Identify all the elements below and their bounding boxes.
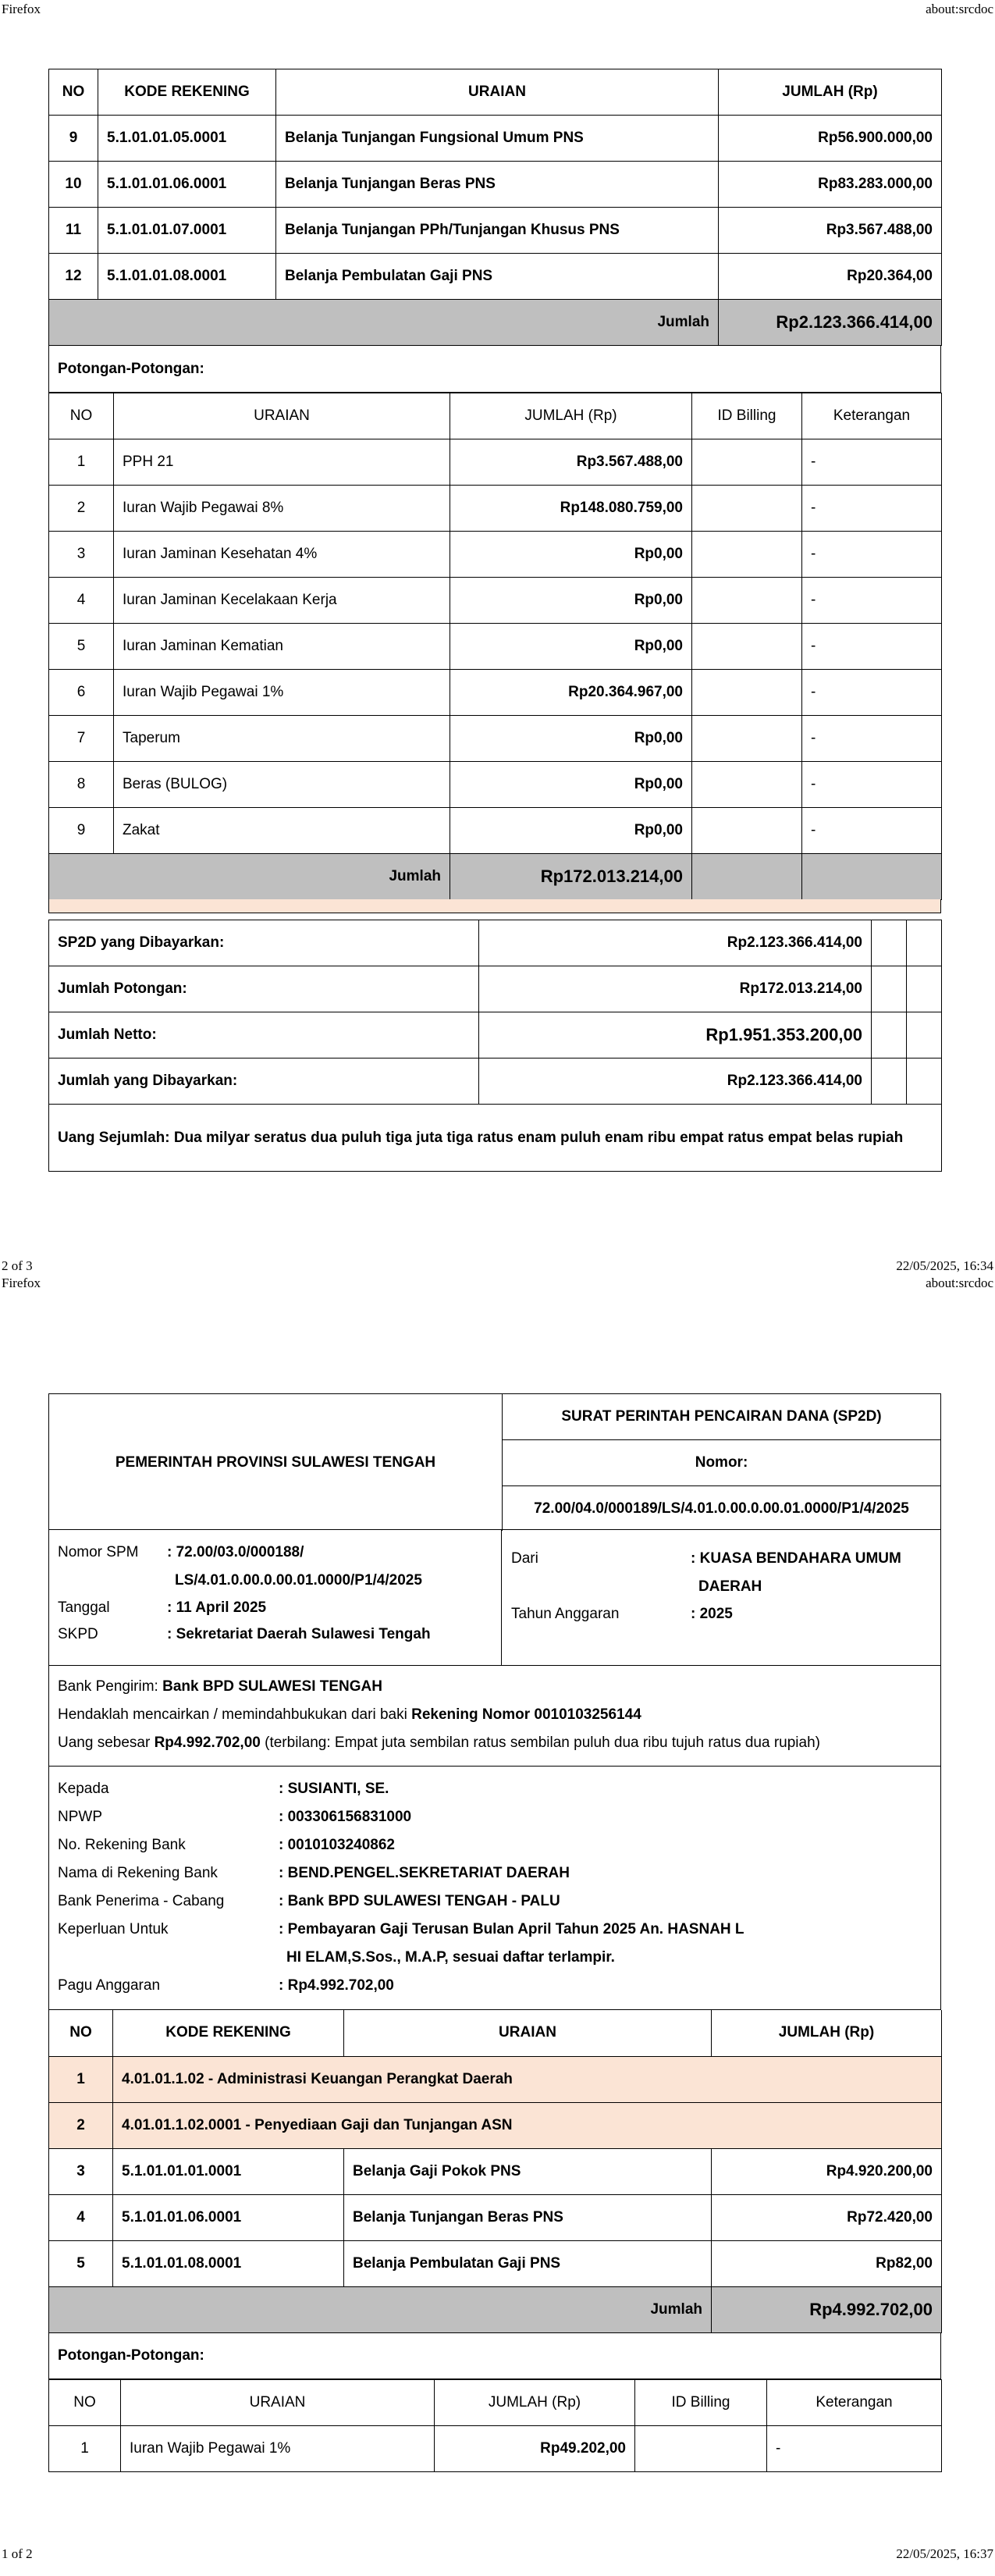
- row-jumlah: Rp49.202,00: [435, 2426, 635, 2472]
- row-keterangan: -: [802, 439, 942, 486]
- table-row: [49, 808, 942, 854]
- row-no: 4: [49, 578, 114, 624]
- bank-penerima-label: Bank Penerima - Cabang: [58, 1893, 225, 1909]
- row-no: 5: [49, 624, 114, 670]
- table-row: [49, 624, 942, 670]
- kepada-value: : SUSIANTI, SE.: [279, 1781, 389, 1797]
- row-billing: [692, 670, 802, 716]
- program-row: [49, 2056, 942, 2102]
- spm-info-left: [49, 1529, 502, 1665]
- summary-value: Rp2.123.366.414,00: [479, 1059, 872, 1105]
- row-keterangan: -: [802, 716, 942, 762]
- norek-value: : 0010103240862: [279, 1837, 395, 1853]
- row-no: 3: [49, 2148, 113, 2194]
- row-no: 6: [49, 670, 114, 716]
- browser-name: Firefox: [2, 1276, 41, 1290]
- page-url: about:srcdoc: [926, 2, 993, 16]
- row-jumlah: Rp4.920.200,00: [712, 2148, 942, 2194]
- browser-name: Firefox: [2, 2, 41, 16]
- summary-row: [49, 1012, 942, 1059]
- table-row: [49, 2426, 942, 2472]
- column-header: ID Billing: [635, 2380, 767, 2426]
- skpd-value: : Sekretariat Daerah Sulawesi Tengah: [167, 1626, 431, 1642]
- row-jumlah: Rp0,00: [450, 578, 692, 624]
- page-count: 1 of 2: [2, 2546, 33, 2561]
- belanja-table: [48, 69, 942, 346]
- potongan-table-2: [48, 2379, 942, 2472]
- total-label: Jumlah: [49, 300, 719, 346]
- column-header: JUMLAH (Rp): [450, 393, 692, 439]
- row-uraian: Belanja Tunjangan Beras PNS: [276, 162, 719, 208]
- row-no: 4: [49, 2194, 113, 2240]
- document-title: SURAT PERINTAH PENCAIRAN DANA (SP2D): [503, 1394, 940, 1440]
- uang-sebesar-value: Rp4.992.702,00: [154, 1735, 261, 1751]
- row-billing: [635, 2426, 767, 2472]
- row-keterangan: -: [802, 670, 942, 716]
- total-row: [49, 2286, 942, 2332]
- summary-value: Rp2.123.366.414,00: [479, 920, 872, 966]
- row-kode: 5.1.01.01.06.0001: [113, 2194, 344, 2240]
- summary-label: Jumlah Potongan:: [49, 966, 479, 1012]
- government-name: PEMERINTAH PROVINSI SULAWESI TENGAH: [49, 1394, 503, 1531]
- row-jumlah: Rp0,00: [450, 624, 692, 670]
- total-value: Rp172.013.214,00: [450, 854, 692, 900]
- row-jumlah: Rp56.900.000,00: [719, 116, 942, 162]
- row-uraian: Iuran Jaminan Kematian: [114, 624, 450, 670]
- summary-row: [49, 966, 942, 1012]
- table-row: [49, 2148, 942, 2194]
- spm-info: [48, 1529, 941, 1666]
- row-jumlah: Rp0,00: [450, 532, 692, 578]
- column-header: KODE REKENING: [113, 2010, 344, 2056]
- table-row: [49, 670, 942, 716]
- row-no: 9: [49, 808, 114, 854]
- penerima-block: [48, 1766, 941, 2010]
- row-uraian: Taperum: [114, 716, 450, 762]
- row-no: 2: [49, 486, 114, 532]
- row-keterangan: -: [802, 624, 942, 670]
- row-jumlah: Rp0,00: [450, 808, 692, 854]
- row-jumlah: Rp82,00: [712, 2240, 942, 2286]
- summary-blank: [907, 966, 942, 1012]
- table-row: [49, 439, 942, 486]
- column-header: ID Billing: [692, 393, 802, 439]
- row-billing: [692, 486, 802, 532]
- column-header: URAIAN: [344, 2010, 712, 2056]
- summary-blank: [872, 920, 907, 966]
- row-uraian: Zakat: [114, 808, 450, 854]
- table-row: [49, 208, 942, 254]
- potongan-title: Potongan-Potongan:: [48, 346, 941, 393]
- tahun-label: Tahun Anggaran: [511, 1606, 620, 1622]
- row-keterangan: -: [802, 486, 942, 532]
- row-keterangan: -: [802, 578, 942, 624]
- row-billing: [692, 716, 802, 762]
- summary-label: Jumlah yang Dibayarkan:: [49, 1059, 479, 1105]
- nomor-spm-value: : 72.00/03.0/000188/: [167, 1544, 304, 1560]
- summary-blank: [872, 1012, 907, 1059]
- tanggal-label: Tanggal: [58, 1599, 110, 1616]
- summary-blank: [907, 1012, 942, 1059]
- row-jumlah: Rp72.420,00: [712, 2194, 942, 2240]
- row-billing: [692, 532, 802, 578]
- pagu-label: Pagu Anggaran: [58, 1977, 161, 1994]
- table-row: [49, 254, 942, 300]
- row-kode: 5.1.01.01.08.0001: [98, 254, 276, 300]
- column-header: KODE REKENING: [98, 69, 276, 116]
- summary-row: [49, 920, 942, 966]
- row-billing: [692, 578, 802, 624]
- row-no: 12: [49, 254, 98, 300]
- table-row: [49, 2240, 942, 2286]
- row-no: 9: [49, 116, 98, 162]
- nomor-spm-label: Nomor SPM: [58, 1544, 139, 1560]
- row-uraian: Belanja Pembulatan Gaji PNS: [344, 2240, 712, 2286]
- table-header-row: [49, 2380, 942, 2426]
- row-no: 5: [49, 2240, 113, 2286]
- row-uraian: PPH 21: [114, 439, 450, 486]
- table-header-row: [49, 393, 942, 439]
- summary-blank: [907, 920, 942, 966]
- row-billing: [692, 624, 802, 670]
- program-text: 4.01.01.1.02 - Administrasi Keuangan Perangkat Daerah: [113, 2056, 942, 2102]
- table-row: [49, 116, 942, 162]
- row-jumlah: Rp20.364,00: [719, 254, 942, 300]
- nomor-spm-value-cont: LS/4.01.0.00.0.00.01.0000/P1/4/2025: [175, 1572, 422, 1589]
- row-kode: 5.1.01.01.08.0001: [113, 2240, 344, 2286]
- norek-label: No. Rekening Bank: [58, 1837, 186, 1853]
- amount-in-words-row: [49, 1105, 942, 1172]
- row-kode: 5.1.01.01.07.0001: [98, 208, 276, 254]
- amount-in-words: Uang Sejumlah: Dua milyar seratus dua puluh tiga juta tiga ratus enam puluh enam ribu empat ratus empat belas rupiah: [49, 1105, 942, 1172]
- sp2d-header: [48, 1393, 941, 1530]
- row-jumlah: Rp148.080.759,00: [450, 486, 692, 532]
- uang-sebesar-label: Uang sebesar: [58, 1735, 151, 1751]
- column-header: JUMLAH (Rp): [712, 2010, 942, 2056]
- row-uraian: Iuran Wajib Pegawai 1%: [121, 2426, 435, 2472]
- spm-info-right: [503, 1529, 940, 1665]
- column-header: NO: [49, 2010, 113, 2056]
- row-keterangan: -: [802, 762, 942, 808]
- row-uraian: Iuran Wajib Pegawai 8%: [114, 486, 450, 532]
- table-row: [49, 2194, 942, 2240]
- column-header: URAIAN: [114, 393, 450, 439]
- table-row: [49, 762, 942, 808]
- column-header: JUMLAH (Rp): [719, 69, 942, 116]
- column-header: JUMLAH (Rp): [435, 2380, 635, 2426]
- summary-table: [48, 920, 942, 1172]
- row-no: 10: [49, 162, 98, 208]
- total-value: Rp2.123.366.414,00: [719, 300, 942, 346]
- row-billing: [692, 762, 802, 808]
- keperluan-value: : Pembayaran Gaji Terusan Bulan April Tahun 2025 An. HASNAH L: [279, 1921, 744, 1937]
- bank-penerima-value: : Bank BPD SULAWESI TENGAH - PALU: [279, 1893, 560, 1909]
- total-row: [49, 854, 942, 900]
- potongan-table: [48, 393, 942, 900]
- row-uraian: Beras (BULOG): [114, 762, 450, 808]
- row-uraian: Iuran Jaminan Kecelakaan Kerja: [114, 578, 450, 624]
- row-no: 1: [49, 2056, 113, 2102]
- nama-rekening-value: : BEND.PENGEL.SEKRETARIAT DAERAH: [279, 1865, 570, 1881]
- row-jumlah: Rp3.567.488,00: [450, 439, 692, 486]
- rekening-nomor: Rekening Nomor 0010103256144: [411, 1706, 641, 1723]
- row-jumlah: Rp0,00: [450, 762, 692, 808]
- row-no: 2: [49, 2102, 113, 2148]
- column-header: NO: [49, 393, 114, 439]
- potongan-title-2: Potongan-Potongan:: [48, 2332, 941, 2379]
- row-keterangan: -: [767, 2426, 942, 2472]
- page-url: about:srcdoc: [926, 1276, 993, 1290]
- row-no: 11: [49, 208, 98, 254]
- dari-label: Dari: [511, 1550, 538, 1567]
- row-no: 1: [49, 439, 114, 486]
- table-header-row: [49, 69, 942, 116]
- table-row: [49, 578, 942, 624]
- row-jumlah: Rp0,00: [450, 716, 692, 762]
- nomor-label: Nomor:: [503, 1440, 940, 1486]
- print-timestamp: 22/05/2025, 16:37: [896, 2546, 993, 2561]
- hendaklah-text: Hendaklah mencairkan / memindahbukukan dari baki: [58, 1706, 407, 1723]
- table-row: [49, 162, 942, 208]
- row-jumlah: Rp83.283.000,00: [719, 162, 942, 208]
- npwp-value: : 003306156831000: [279, 1809, 412, 1825]
- row-keterangan: -: [802, 808, 942, 854]
- column-header: NO: [49, 2380, 121, 2426]
- table-row: [49, 486, 942, 532]
- row-billing: [692, 808, 802, 854]
- row-keterangan: -: [802, 532, 942, 578]
- row-no: 1: [49, 2426, 121, 2472]
- summary-blank: [907, 1059, 942, 1105]
- program-row: [49, 2102, 942, 2148]
- row-no: 3: [49, 532, 114, 578]
- row-kode: 5.1.01.01.05.0001: [98, 116, 276, 162]
- summary-value: Rp172.013.214,00: [479, 966, 872, 1012]
- separator-bar: [48, 899, 941, 913]
- row-kode: 5.1.01.01.01.0001: [113, 2148, 344, 2194]
- total-keterangan: [802, 854, 942, 900]
- summary-label: Jumlah Netto:: [49, 1012, 479, 1059]
- page-count: 2 of 3: [2, 1258, 33, 1273]
- summary-value: Rp1.951.353.200,00: [479, 1012, 872, 1059]
- row-billing: [692, 439, 802, 486]
- total-label: Jumlah: [49, 854, 450, 900]
- row-jumlah: Rp20.364.967,00: [450, 670, 692, 716]
- tanggal-value: : 11 April 2025: [167, 1599, 267, 1616]
- terbilang-text: (terbilang: Empat juta sembilan ratus sembilan puluh dua ribu tujuh ratus dua rupiah): [265, 1735, 820, 1751]
- skpd-label: SKPD: [58, 1626, 98, 1642]
- row-kode: 5.1.01.01.06.0001: [98, 162, 276, 208]
- table-row: [49, 532, 942, 578]
- total-billing: [692, 854, 802, 900]
- bank-pengirim-block: [48, 1665, 941, 1767]
- keperluan-value-cont: HI ELAM,S.Sos., M.A.P, sesuai daftar terlampir.: [286, 1949, 615, 1966]
- total-label: Jumlah: [49, 2286, 712, 2332]
- column-header: Keterangan: [802, 393, 942, 439]
- row-no: 8: [49, 762, 114, 808]
- pagu-value: : Rp4.992.702,00: [279, 1977, 394, 1994]
- dari-value-cont: DAERAH: [698, 1578, 762, 1595]
- column-header: URAIAN: [276, 69, 719, 116]
- column-header: NO: [49, 69, 98, 116]
- total-row: [49, 300, 942, 346]
- dari-value: : KUASA BENDAHARA UMUM: [691, 1550, 901, 1567]
- kepada-label: Kepada: [58, 1781, 109, 1797]
- summary-row: [49, 1059, 942, 1105]
- nama-rekening-label: Nama di Rekening Bank: [58, 1865, 218, 1881]
- row-jumlah: Rp3.567.488,00: [719, 208, 942, 254]
- print-timestamp: 22/05/2025, 16:34: [896, 1258, 993, 1273]
- summary-blank: [872, 966, 907, 1012]
- column-header: URAIAN: [121, 2380, 435, 2426]
- row-uraian: Belanja Tunjangan Beras PNS: [344, 2194, 712, 2240]
- summary-label: SP2D yang Dibayarkan:: [49, 920, 479, 966]
- row-no: 7: [49, 716, 114, 762]
- row-uraian: Belanja Tunjangan Fungsional Umum PNS: [276, 116, 719, 162]
- summary-blank: [872, 1059, 907, 1105]
- row-uraian: Belanja Tunjangan PPh/Tunjangan Khusus PNS: [276, 208, 719, 254]
- column-header: Keterangan: [767, 2380, 942, 2426]
- total-value: Rp4.992.702,00: [712, 2286, 942, 2332]
- table-header-row: [49, 2010, 942, 2056]
- tahun-value: : 2025: [691, 1606, 733, 1622]
- table-row: [49, 716, 942, 762]
- bank-pengirim-label: Bank Pengirim:: [58, 1678, 158, 1695]
- row-uraian: Belanja Pembulatan Gaji PNS: [276, 254, 719, 300]
- belanja-table-2: [48, 2010, 942, 2333]
- keperluan-label: Keperluan Untuk: [58, 1921, 169, 1937]
- bank-pengirim-value: Bank BPD SULAWESI TENGAH: [162, 1678, 382, 1695]
- program-text: 4.01.01.1.02.0001 - Penyediaan Gaji dan Tunjangan ASN: [113, 2102, 942, 2148]
- npwp-label: NPWP: [58, 1809, 102, 1825]
- row-uraian: Iuran Jaminan Kesehatan 4%: [114, 532, 450, 578]
- nomor-value: 72.00/04.0/000189/LS/4.01.0.00.0.00.01.0000/P1/4/2025: [534, 1500, 909, 1517]
- row-uraian: Belanja Gaji Pokok PNS: [344, 2148, 712, 2194]
- row-uraian: Iuran Wajib Pegawai 1%: [114, 670, 450, 716]
